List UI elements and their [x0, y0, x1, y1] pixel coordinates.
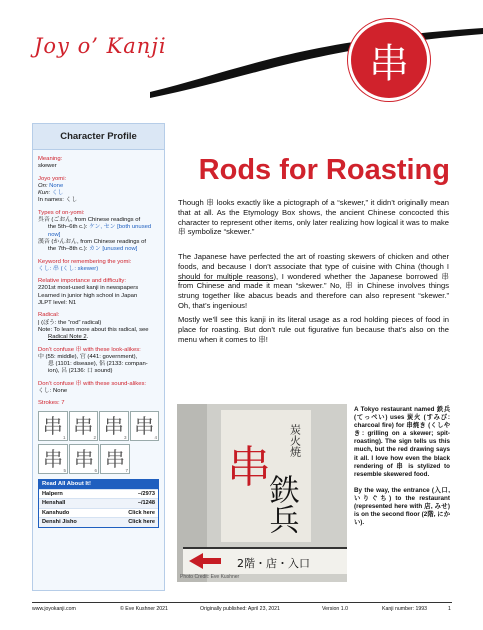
kun-yomi-value: くし: [51, 190, 64, 197]
caption-paragraph-1: A Tokyo restaurant named 鉄兵 (てっぺい) uses 炭火 (すみび: charcoal fire) for 串焼き (くしやき: grilling on a skewer; spit-roasting). The sign tells us this much, but the red drawing says it all. I love how even the black rendering of 串 is stylized to resemble skewered food.: [354, 406, 450, 478]
names-row: In names: くし: [38, 197, 78, 204]
read-all-about-it-title: Read All About It!: [39, 480, 158, 489]
logo: [34, 30, 167, 74]
footer-copyright: © Eve Kushner 2021: [120, 606, 168, 612]
photo-caption: [354, 406, 450, 527]
lookalikes-line: ion), 呂 (2136: 口 sound): [48, 368, 113, 375]
sign-red-kanji: 串: [227, 442, 271, 493]
radical-value: | (ぼう: the “rod” radical): [38, 319, 102, 326]
sign-text-bottom: 2階・店・入口: [237, 557, 310, 570]
photo-credit: Photo Credit: Eve Kushner: [180, 574, 240, 580]
paragraph-1: Though 串 looks exactly like a pictograph of a “skewer,” it didn’t originally mean that at all. As the Etymology Box shows, the ancient Chinese concocted this character to represent other items, only later realizing how logical it was to make 串 symbolize “skewer.”: [178, 198, 449, 237]
stroke-diagram: 串 6: [69, 444, 99, 474]
radical-note: Note: To learn more about this radical, see: [38, 326, 149, 333]
stroke-diagram: 串 5: [38, 444, 68, 474]
types-label: Types of on-yomi:: [38, 209, 85, 216]
kun-yomi-row: Kun: くし: [38, 190, 64, 197]
paragraph-2: The Japanese have perfected the art of roasting skewers of chicken and other foods, and because I don’t associate that type of cuisine with China (though I should for multiple reasons), I wondered whether the Japanese borrowed 串 from Chinese and made it mean “skewer.” No, 串 in Chinese involves things strung together like abacus beads and therefore can also represent “skewer.” Oh, that’s ingenious!: [178, 252, 449, 310]
stroke-diagram: 串 2: [69, 411, 99, 441]
kanji-badge: 串: [351, 22, 427, 98]
keyword-label: Keyword for remembering the yomi:: [38, 258, 132, 265]
stroke-row-1: [38, 411, 159, 441]
relative-grade: Learned in junior high school in Japan: [38, 292, 138, 299]
page-footer: [32, 602, 452, 614]
character-profile-sidebar: Character Profile Meaning: skewer Joyo yomi: On: None Kun: くし In names: くし Types of on-yomi: 呉音 (ごおん, from Chinese readings of the 5th–6th c.): ケン, セン [both unused now] 漢音 (かんおん, from Chinese readings of the 7th–8th c.): カン [unused now] Keyword for remembering the yomi: くし: 串 (くし: skewer) Relative importance and difficulty: 2201st most-used kanji in newspapers Learned in junior high school in Japan JLPT level: N1 Radical: | (ぼう: the “rod” radical) Note: To learn more about this radical, see Radical Note 2. Don’t confuse 串 with these look-alikes: 中 (55: middle), 官 (441: government), 患 (1101: disease), 侶 (2133: compan- ion), 呂 (2136: 口 sound) Don’t confuse 串 with these sound-alikes: くし: None Strokes: 7 串 1 串 2 串 3 串 4 串 5 串 6 串 7 Read All About It! Halpern –/2973 Henshall –/1248 Kanshudo Click here Denshi Jisho Click here: [32, 123, 165, 591]
joyo-yomi-label: Joyo yomi:: [38, 175, 67, 182]
relative-jlpt: JLPT level: N1: [38, 300, 77, 307]
strokes-label: Strokes: 7: [38, 400, 65, 407]
restaurant-sign-photo: [177, 404, 347, 582]
caption-paragraph-2: By the way, the entrance (入口, いりぐち) to the restaurant (represented here with 店, みせ) is on the second floor (2階, にかい).: [354, 486, 450, 527]
lookalikes-label: Don’t confuse 串 with these look-alikes:: [38, 346, 141, 353]
logo-text: Joy o’ Kanji: [34, 34, 167, 58]
stroke-diagram: 串 3: [99, 411, 129, 441]
radical-note-link[interactable]: Radical Note 2: [48, 334, 87, 341]
stroke-diagram: 串 1: [38, 411, 68, 441]
soundalikes-label: Don’t confuse 串 with these sound-alikes:: [38, 380, 147, 387]
stroke-diagram: 串 4: [130, 411, 160, 441]
sign-text-big: 鉄兵: [263, 474, 299, 534]
soundalikes-value: くし: None: [38, 388, 68, 395]
reference-row-kanshudo[interactable]: Kanshudo Click here: [39, 508, 158, 518]
sidebar-title: Character Profile: [33, 124, 164, 150]
relative-frequency: 2201st most-used kanji in newspapers: [38, 285, 139, 292]
types-go-on: 呉音 (ごおん, from Chinese readings of: [38, 217, 141, 224]
on-yomi-row: On: None: [38, 182, 64, 189]
paragraph-2-link[interactable]: should for multiple reasons: [178, 271, 274, 281]
lookalikes-line: 患 (1101: disease), 侶 (2133: compan-: [48, 361, 148, 368]
footer-site[interactable]: www.joyokanji.com: [32, 606, 76, 612]
meaning-value: skewer: [38, 163, 57, 170]
sign-text-top: 炭火焼: [288, 424, 302, 457]
radical-label: Radical:: [38, 312, 60, 319]
sign-illustration: [177, 404, 347, 582]
article-title: Rods for Roasting: [198, 154, 450, 186]
paragraph-3: Mostly we’ll see this kanji in its literal usage as a rod holding pieces of food in place for roasting. But don’t rule out figurative fun because that’s also on the menu when it comes to 串!: [178, 315, 449, 344]
meaning-label: Meaning:: [38, 156, 63, 162]
footer-kanji-number: Kanji number: 1993: [382, 606, 427, 612]
on-yomi-value: None: [49, 182, 64, 189]
read-all-about-it-box: [38, 479, 159, 528]
lookalikes-line: 中 (55: middle), 官 (441: government),: [38, 353, 138, 360]
stroke-row-2: [38, 444, 159, 474]
reference-row-halpern[interactable]: Halpern –/2973: [39, 489, 158, 499]
keyword-value: くし: 串 (くし: skewer): [38, 265, 99, 272]
footer-published: Originally published: April 23, 2021: [200, 606, 280, 612]
stroke-diagram: 串 7: [100, 444, 130, 474]
footer-page-number: 1: [448, 606, 451, 612]
footer-version: Version 1.0: [322, 606, 348, 612]
types-kan-on: 漢音 (かんおん, from Chinese readings of: [38, 238, 147, 245]
reference-row-denshi-jisho[interactable]: Denshi Jisho Click here: [39, 517, 158, 527]
reference-row-henshall[interactable]: Henshall –/1248: [39, 498, 158, 508]
relative-label: Relative importance and difficulty:: [38, 278, 126, 285]
